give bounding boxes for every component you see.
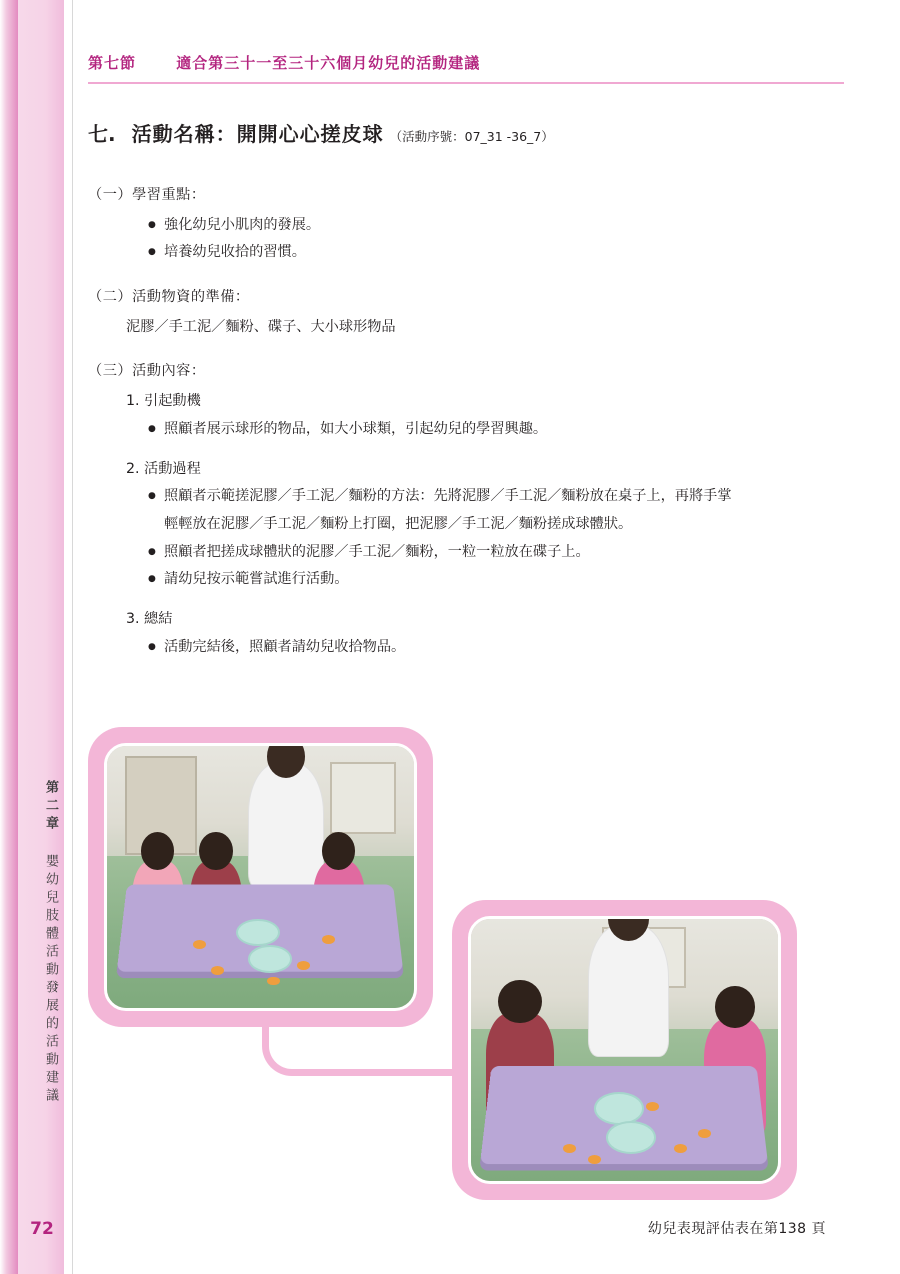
- list-item: [148, 483, 858, 538]
- activity-body: [88, 182, 858, 678]
- footer-note: 幼兒表現評估表在第138 頁: [647, 1221, 826, 1237]
- list-item: ● 請幼兒按示範嘗試進行活動。: [148, 566, 858, 594]
- section-learning-focus: [88, 182, 858, 267]
- section-label: 第七節: [88, 54, 137, 72]
- step-1-label: 1. 引起動機: [126, 393, 201, 410]
- list-item: ● 活動完結後，照顧者請幼兒收拾物品。: [148, 634, 858, 662]
- list-item: ● 照顧者把搓成球體狀的泥膠／手工泥／麵粉，一粒一粒放在碟子上。: [148, 539, 858, 567]
- section-materials-heading: （二）活動物資的準備：: [88, 289, 250, 306]
- section-learning-focus-heading: （一）學習重點：: [88, 187, 206, 203]
- chapter-side-tab: [22, 780, 60, 1106]
- activity-title-row: [88, 118, 848, 147]
- list-item-line-1: 照顧者示範搓泥膠／手工泥／麵粉的方法：先將泥膠／手工泥／麵粉放在桌子上，再將手掌: [164, 488, 732, 505]
- list-item: ● 培養幼兒收拾的習慣。: [148, 239, 858, 267]
- activity-number: 七.: [88, 122, 116, 146]
- step-3-label: 3. 總結: [126, 610, 173, 627]
- section-materials-line: 泥膠／手工泥／麵粉、碟子、大小球形物品: [126, 318, 396, 335]
- chapter-side-tab-chapter: 第二章: [43, 780, 58, 834]
- activity-photo-1-image: [107, 746, 414, 1008]
- activity-photo-2-image: [471, 919, 778, 1181]
- activity-photo-1: [88, 727, 433, 1027]
- activity-code: （活動序號：07_31 -36_7）: [389, 129, 554, 144]
- activity-photo-2-inner: [468, 916, 781, 1184]
- learning-focus-list: [88, 212, 858, 267]
- page-edge-gradient-band: [0, 0, 18, 1274]
- page-number: 72: [30, 1219, 54, 1239]
- header-rule: [88, 82, 844, 84]
- page-side-white-gap: [64, 0, 72, 1274]
- section-content-heading: （三）活動內容：: [88, 363, 206, 380]
- section-title: 適合第三十一至三十六個月幼兒的活動建議: [176, 54, 481, 72]
- activity-photo-1-inner: [104, 743, 417, 1011]
- step-3-list: [88, 634, 858, 662]
- list-item-line-2: 輕輕放在泥膠／手工泥／麵粉上打圈，把泥膠／手工泥／麵粉搓成球體狀。: [164, 515, 633, 532]
- step-1-list: [88, 416, 858, 444]
- section-content: [88, 358, 858, 661]
- step-2-label: 2. 活動過程: [126, 460, 201, 477]
- page-side-divider-line: [72, 0, 73, 1274]
- list-item: ● 強化幼兒小肌肉的發展。: [148, 212, 858, 240]
- section-materials: [88, 284, 858, 341]
- list-item: ● 照顧者展示球形的物品，如大小球類，引起幼兒的學習興趣。: [148, 416, 858, 444]
- section-header: [88, 52, 848, 73]
- activity-title: 活動名稱：開開心心搓皮球: [131, 122, 384, 146]
- chapter-side-tab-text: 嬰幼兒肢體活動發展的活動建議: [43, 854, 58, 1106]
- step-2-list: [88, 483, 858, 594]
- activity-photo-2: [452, 900, 797, 1200]
